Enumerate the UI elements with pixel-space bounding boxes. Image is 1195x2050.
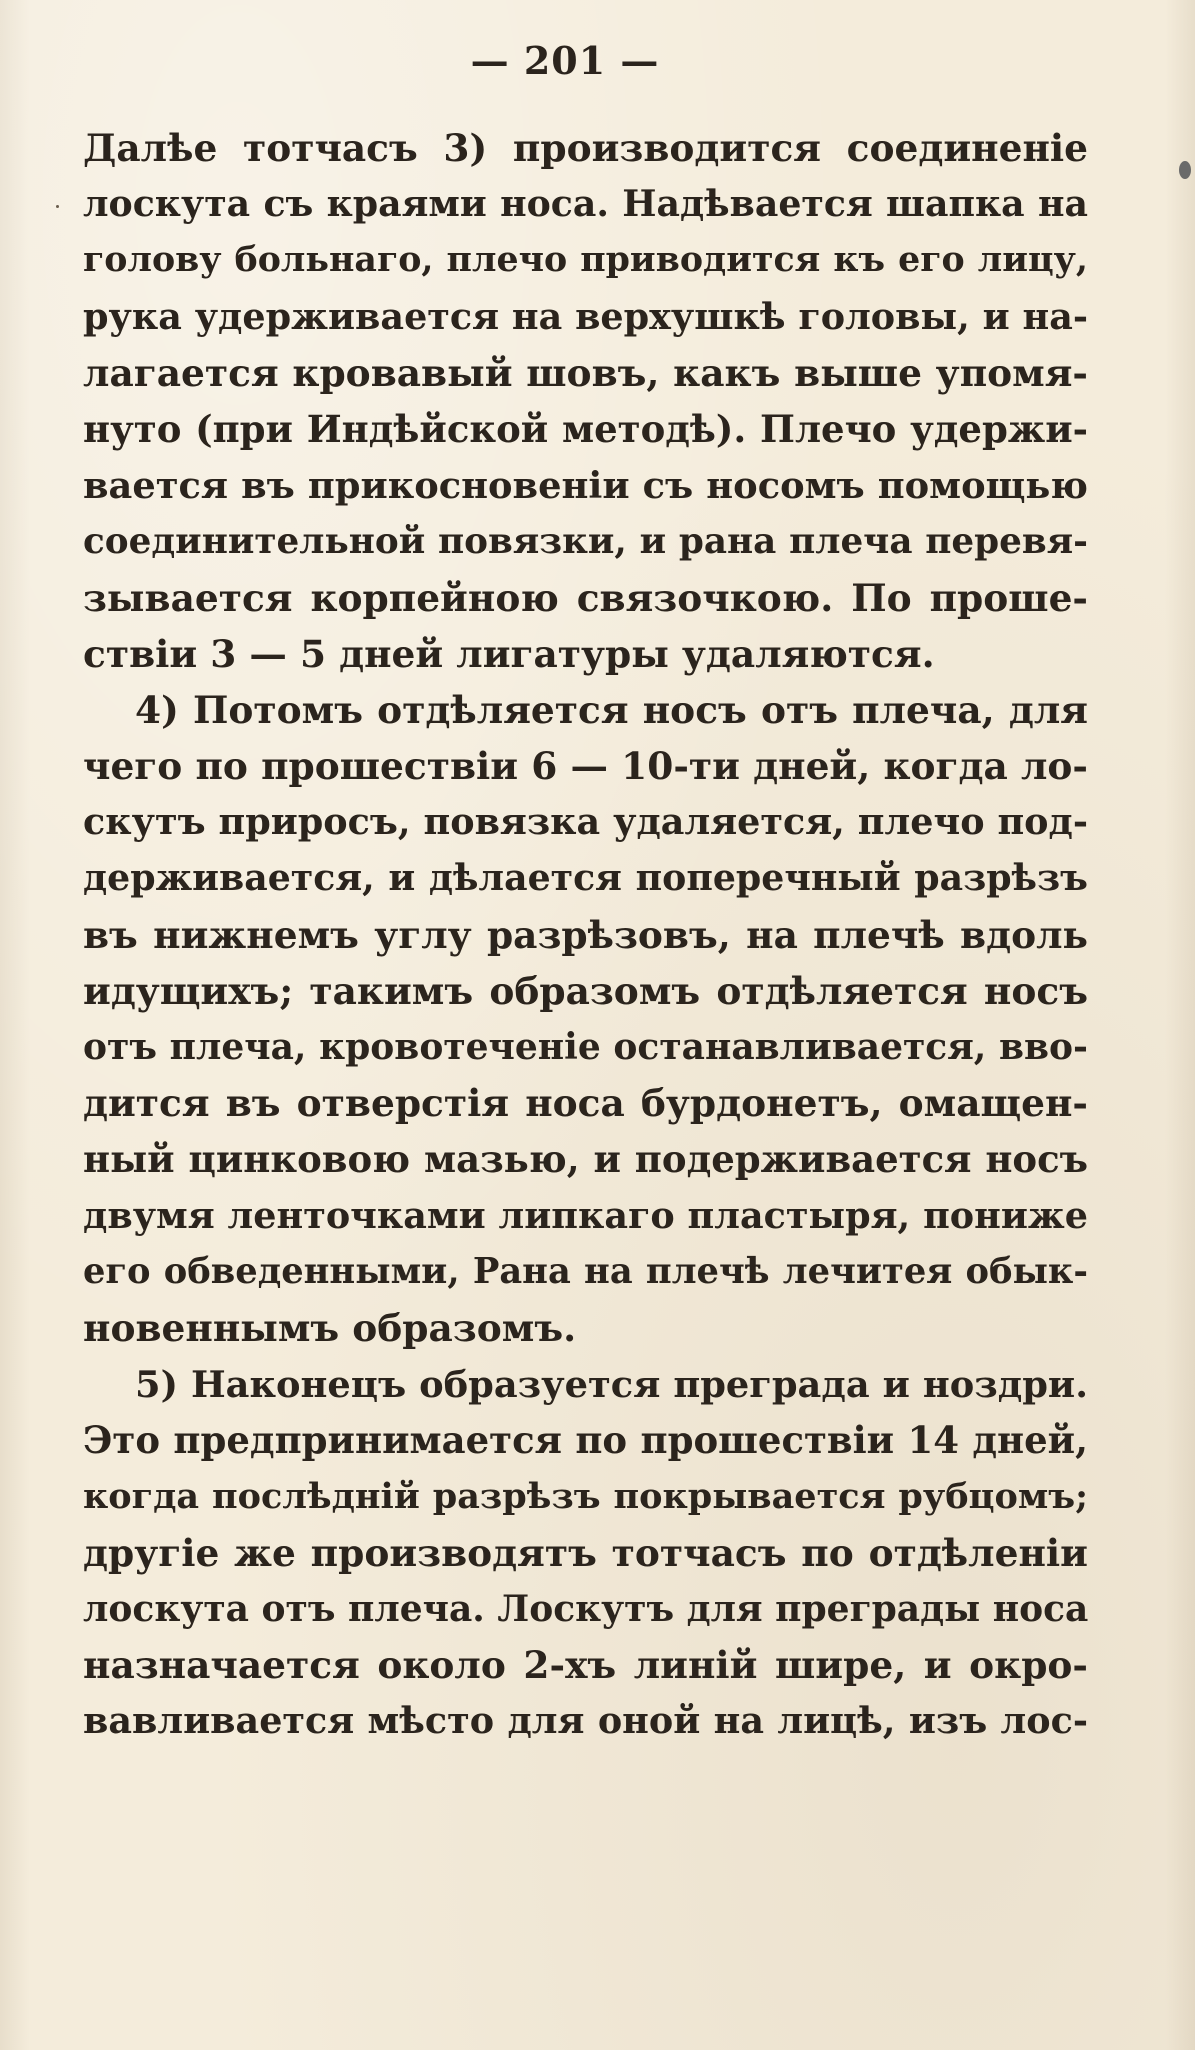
text-line: зывается корпейною связочкою. По проше- [83, 575, 1088, 620]
text-line: нуто (при Индѣйской методѣ). Плечо удержи- [83, 406, 1088, 451]
page-edge-mark [1179, 161, 1191, 179]
text-line: голову больнаго, плечо приводится къ его лицу, [83, 239, 1088, 281]
text-line: чего по прошествiи 6 — 10-ти дней, когда ло- [83, 744, 1088, 789]
text-line: двумя ленточками липкаго пластыря, пониже [83, 1193, 1088, 1237]
text-line: его обведенными, Рана на плечѣ лечитея обык- [83, 1250, 1088, 1292]
text-line: лоскута съ краями носа. Надѣвается шапка на [83, 182, 1088, 226]
text-line: Это предпринимается по прошествiи 14 дней, [83, 1418, 1088, 1463]
text-line: лоскута отъ плеча. Лоскутъ для преграды носа [83, 1587, 1089, 1630]
text-line: скутъ приросъ, повязка удаляется, плечо под- [83, 800, 1088, 844]
text-line: идущихъ; такимъ образомъ отдѣляется носъ [83, 968, 1088, 1013]
text-line: когда послѣднiй разрѣзъ покрывается рубцомъ; [83, 1475, 1088, 1517]
text-line: въ нижнемъ углу разрѣзовъ, на плечѣ вдоль [83, 912, 1088, 957]
text-line: соединительной повязки, и рана плеча перевя- [83, 520, 1088, 563]
text-line: рука удерживается на верхушкѣ головы, и на- [83, 294, 1088, 338]
paragraph-3 [83, 1356, 1088, 1749]
page-number: — 201 — [470, 38, 660, 83]
text-line: лагается кровавый шовъ, какъ выше упомя- [83, 350, 1088, 395]
body-text [83, 120, 1088, 1749]
ink-speck [56, 205, 59, 208]
text-line: Далѣе тотчасъ 3) производится соединенiе [83, 126, 1088, 170]
text-line: дится въ отверстiя носа бурдонетъ, омащен- [83, 1081, 1088, 1126]
text-line: 4) Потомъ отдѣляется носъ отъ плеча, для [135, 687, 1088, 732]
text-line: вавливается мѣсто для оной на лицѣ, изъ лос- [83, 1699, 1088, 1743]
text-line: отъ плеча, кровотеченiе останавливается, вво- [83, 1026, 1088, 1068]
text-line: новеннымъ образомъ. [83, 1305, 577, 1350]
text-line: держивается, и дѣлается поперечный разрѣзъ [83, 856, 1088, 900]
text-line: другiе же производятъ тотчасъ по отдѣленiи [83, 1530, 1088, 1575]
text-line: вается въ прикосновенiи съ носомъ помощью [83, 463, 1088, 508]
text-line: назначается около 2-хъ линiй шире, и окро- [83, 1643, 1088, 1688]
paragraph-1 [83, 120, 1088, 682]
text-line: 5) Наконецъ образуется преграда и ноздри. [135, 1362, 1088, 1407]
paragraph-2 [83, 682, 1088, 1356]
text-line: ный цинковою мазью, и подерживается носъ [83, 1137, 1088, 1182]
text-line: ствiи 3 — 5 дней лигатуры удаляются. [83, 631, 935, 676]
